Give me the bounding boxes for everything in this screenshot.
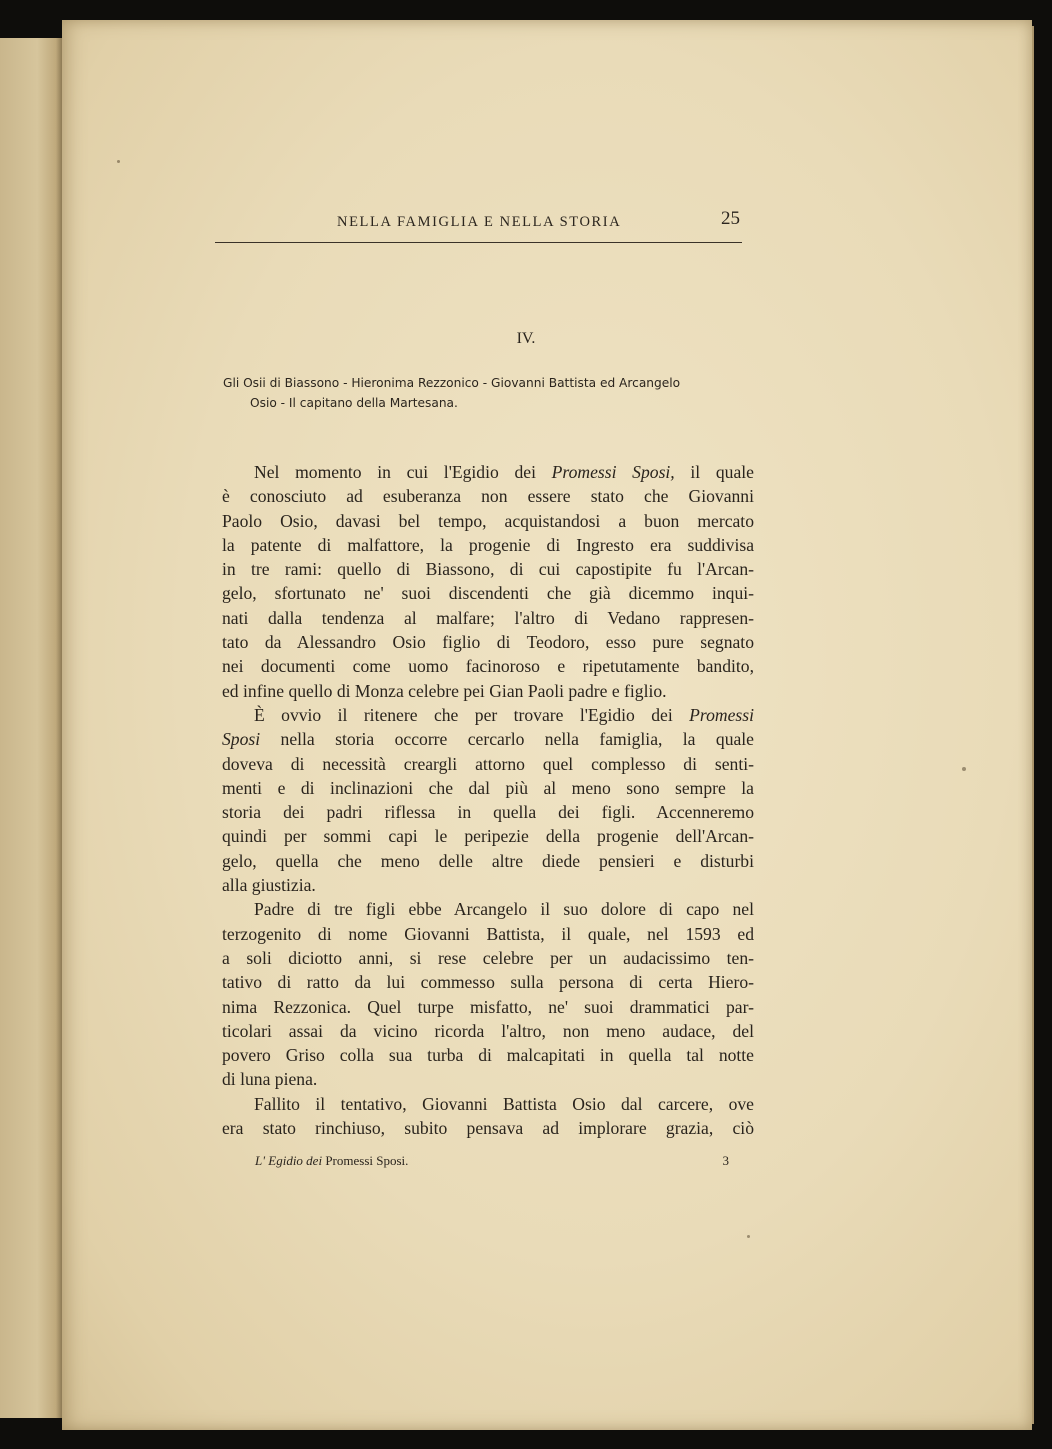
left-page-edge xyxy=(0,38,62,1418)
text-segment: povero Griso colla sua turba di malcapitati in quella tal notte xyxy=(222,1045,754,1066)
text-line xyxy=(222,1067,754,1091)
text-segment: di luna piena. xyxy=(222,1069,318,1090)
text-segment: nima Rezzonica. Quel turpe misfatto, ne' suoi drammatici par- xyxy=(222,996,754,1017)
italic-title: Promessi Sposi, xyxy=(551,462,675,482)
text-segment: gelo, quella che meno delle altre diede pensieri e disturbi xyxy=(222,850,754,871)
page-number: 25 xyxy=(721,208,740,229)
text-line xyxy=(222,630,754,654)
text-line xyxy=(222,776,754,800)
text-line xyxy=(222,460,754,484)
page-footer xyxy=(255,1153,735,1169)
dust-speck xyxy=(117,160,120,163)
footer-book-title-italic: L' Egidio dei xyxy=(255,1153,323,1168)
text-segment: era stato rinchiuso, subito pensava ad implorare grazia, ciò xyxy=(222,1118,754,1139)
text-line xyxy=(222,995,754,1019)
text-segment: doveva di necessità creargli attorno quel complesso di senti- xyxy=(222,753,754,774)
text-segment: il quale xyxy=(674,462,754,482)
text-line xyxy=(222,1043,754,1067)
text-segment: Padre di tre figli ebbe Arcangelo il suo dolore di capo nel xyxy=(254,899,754,920)
text-segment: Fallito il tentativo, Giovanni Battista Osio dal carcere, ove xyxy=(254,1093,754,1114)
signature-mark: 3 xyxy=(722,1153,729,1168)
text-line xyxy=(222,654,754,678)
text-segment: Nel momento in cui l'Egidio dei xyxy=(254,462,552,482)
text-line xyxy=(222,703,754,727)
text-segment: menti e di inclinazioni che dal più al meno sono sempre la xyxy=(222,777,754,798)
text-line xyxy=(222,946,754,970)
text-segment: tato da Alessandro Osio figlio di Teodoro, esso pure segnato xyxy=(222,632,754,653)
italic-title: Promessi xyxy=(689,704,754,725)
chapter-number: IV. xyxy=(516,330,536,347)
text-line xyxy=(222,581,754,605)
text-segment: ticolari assai da vicino ricorda l'altro, non meno audace, del xyxy=(222,1020,754,1041)
text-segment: tativo di ratto da lui commesso sulla persona di certa Hiero- xyxy=(222,972,754,993)
chapter-summary xyxy=(223,373,763,413)
text-line xyxy=(222,1019,754,1043)
running-title: NELLA FAMIGLIA E NELLA STORIA xyxy=(337,214,622,230)
text-line xyxy=(222,922,754,946)
text-segment: È ovvio il ritenere che per trovare l'Egidio dei xyxy=(254,704,690,725)
text-segment: alla giustizia. xyxy=(222,875,316,896)
text-line xyxy=(222,897,754,921)
text-line xyxy=(222,679,754,703)
text-segment: nati dalla tendenza al malfare; l'altro di Vedano rappresen- xyxy=(222,607,754,628)
text-segment: a soli diciotto anni, si rese celebre per un audacissimo ten- xyxy=(222,947,754,968)
text-segment: la patente di malfattore, la progenie di Ingresto era suddivisa xyxy=(222,534,754,555)
text-segment: gelo, sfortunato ne' suoi discendenti che già dicemmo inqui- xyxy=(222,583,754,604)
text-segment: è conosciuto ad esuberanza non essere stato che Giovanni xyxy=(222,486,754,507)
text-segment: storia dei padri riflessa in quella dei figli. Accenneremo xyxy=(222,802,754,823)
text-line xyxy=(222,752,754,776)
footer-book-title: Promessi Sposi. xyxy=(322,1153,409,1168)
text-segment: quindi per sommi capi le peripezie della progenie dell'Arcan- xyxy=(222,826,754,847)
running-head xyxy=(215,208,742,243)
text-line xyxy=(222,970,754,994)
summary-line: Osio - Il capitano della Martesana. xyxy=(250,396,458,410)
text-segment: Paolo Osio, davasi bel tempo, acquistandosi a buon mercato xyxy=(222,510,754,531)
text-segment: in tre rami: quello di Biassono, di cui capostipite fu l'Arcan- xyxy=(222,559,754,580)
text-line xyxy=(222,1092,754,1116)
text-line xyxy=(222,557,754,581)
body-text xyxy=(222,460,754,1140)
summary-line: Gli Osii di Biassono - Hieronima Rezzonico - Giovanni Battista ed Arcangelo xyxy=(223,376,681,390)
text-line xyxy=(222,484,754,508)
text-line xyxy=(222,824,754,848)
text-line xyxy=(222,509,754,533)
dust-speck xyxy=(747,1235,750,1238)
text-line xyxy=(222,533,754,557)
text-line xyxy=(222,873,754,897)
text-segment: ed infine quello di Monza celebre pei Gian Paoli padre e figlio. xyxy=(222,680,667,701)
dust-speck xyxy=(962,767,966,771)
italic-title: Sposi xyxy=(222,729,261,750)
text-line xyxy=(222,800,754,824)
text-line xyxy=(222,849,754,873)
text-segment: nella storia occorre cercarlo nella famiglia, la quale xyxy=(260,729,754,750)
text-line xyxy=(222,727,754,751)
text-line xyxy=(222,1116,754,1140)
text-segment: nei documenti come uomo facinoroso e ripetutamente bandito, xyxy=(222,656,754,677)
text-segment: terzogenito di nome Giovanni Battista, il quale, nel 1593 ed xyxy=(222,923,754,944)
text-line xyxy=(222,606,754,630)
